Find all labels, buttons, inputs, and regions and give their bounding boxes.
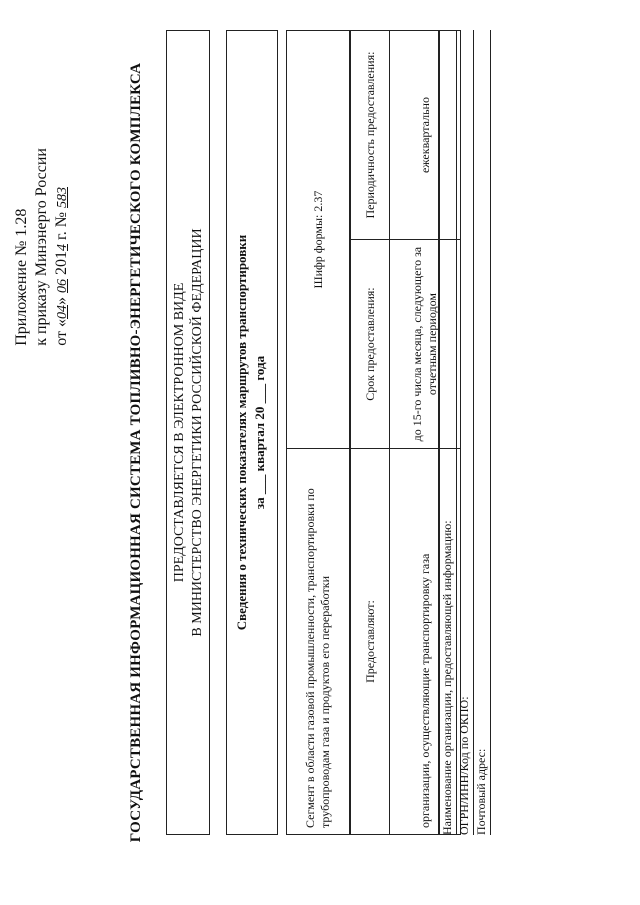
annex-year-hand: 4 [55, 244, 70, 252]
annex-line-2: к приказу Минэнерго России [33, 148, 50, 346]
org-name-field[interactable]: Наименование организации, предоставляющей информацию: [438, 30, 457, 835]
form-code: Шифр формы: 2.37 [287, 31, 350, 449]
header-providers: Предоставляют: [351, 449, 390, 835]
annex-block [12, 148, 73, 346]
report-title-line-2: за ___ квартал 20 ___ года [252, 355, 267, 510]
annex-line-1: Приложение № 1.28 [13, 208, 30, 346]
annex-month: 06 [55, 279, 70, 294]
report-title-line-1: Сведения о технических показателях маршрутов транспортировки [234, 234, 249, 631]
header-deadline: Срок предоставления: [351, 240, 390, 449]
report-title-box [226, 30, 278, 835]
annex-date-prefix: от « [53, 319, 70, 346]
header-periodicity: Периодичность предоставления: [351, 31, 390, 240]
organization-info [438, 30, 491, 835]
annex-number: 583 [55, 186, 70, 208]
annex-line-3 [52, 148, 73, 346]
annex-year: 201 [53, 251, 70, 280]
segment-table [286, 30, 350, 835]
annex-date-mid: » [53, 293, 70, 306]
annex-day: 04 [55, 305, 70, 320]
segment-text: Сегмент в области газовой промышленности, транспортировки по трубопроводам газа и продуктов его переработки [287, 449, 350, 835]
page-title: ГОСУДАРСТВЕННАЯ ИНФОРМАЦИОННАЯ СИСТЕМА ТОПЛИВНО-ЭНЕРГЕТИЧЕСКОГО КОМПЛЕКСА [128, 62, 144, 843]
value-providers: организации, осуществляющие транспортировку газа [390, 449, 461, 835]
electronic-line-1: ПРЕДОСТАВЛЯЕТСЯ В ЭЛЕКТРОННОМ ВИДЕ [172, 282, 187, 583]
value-periodicity: ежеквартально [390, 31, 461, 240]
annex-number-label: г. № [53, 207, 70, 245]
value-deadline: до 15-го числа месяца, следующего за отчетным периодом [390, 240, 461, 449]
electronic-submission-box [166, 30, 210, 835]
address-field[interactable]: Почтовый адрес: [474, 30, 491, 835]
electronic-line-2: В МИНИСТЕРСТВО ЭНЕРГЕТИКИ РОССИЙСКОЙ ФЕДЕРАЦИИ [190, 228, 205, 637]
ogrn-field[interactable]: ОГРН/ИНН/Код по ОКПО: [457, 30, 474, 835]
